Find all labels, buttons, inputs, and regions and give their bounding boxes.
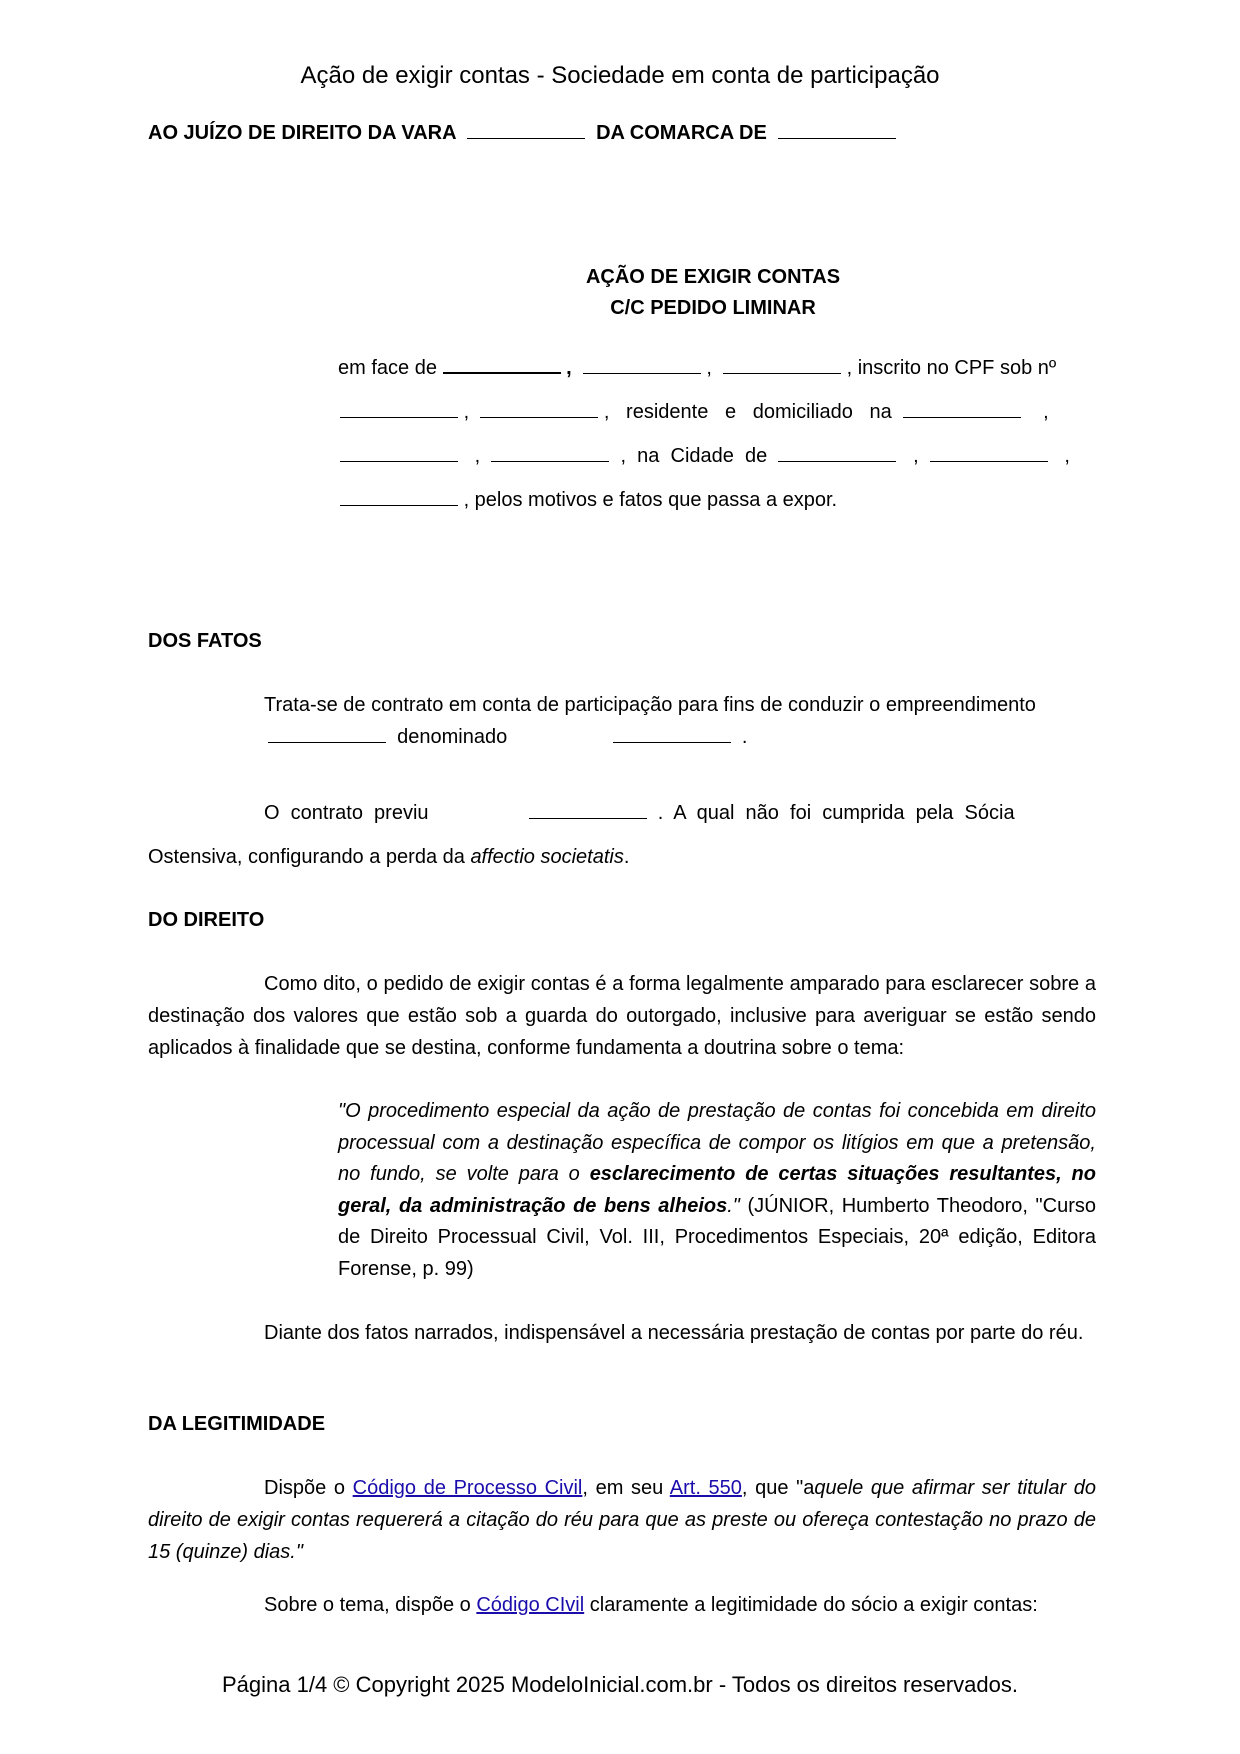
rg-blank <box>480 402 598 418</box>
document-title-line2: C/C PEDIDO LIMINAR <box>610 297 816 319</box>
fatos-paragraph-1-line-2 <box>268 726 747 749</box>
comma-separator: , <box>706 357 712 379</box>
inscrito-cpf-label: , inscrito no CPF sob nº <box>846 357 1057 379</box>
qualification-line-1 <box>338 357 1056 380</box>
qualification-line-4 <box>340 489 837 512</box>
comma-separator: , <box>1043 401 1049 423</box>
comma-separator: , <box>1064 445 1070 467</box>
quote-end: ." <box>727 1194 740 1217</box>
direito-paragraph-2-text: Diante dos fatos narrados, indispensável a necessária prestação de contas por parte do réu. <box>264 1322 1084 1344</box>
vara-blank <box>467 123 585 139</box>
legitimidade-paragraph-2 <box>148 1589 1096 1621</box>
zip-blank <box>340 490 458 506</box>
section-heading-fatos: DOS FATOS <box>148 630 262 652</box>
residente-label: , residente e domiciliado na <box>603 401 892 423</box>
document-title-line1: AÇÃO DE EXIGIR CONTAS <box>585 266 841 288</box>
art-550-link[interactable]: Art. 550 <box>669 1477 742 1499</box>
contract-terms-blank <box>529 803 647 819</box>
direito-paragraph-1 <box>148 968 1096 1064</box>
address-blank <box>903 402 1021 418</box>
legitimidade-paragraph-1 <box>148 1472 1096 1568</box>
comma-separator: , <box>463 401 470 423</box>
comma-separator: , <box>913 445 919 467</box>
art-550-quote: quele que afirmar ser titular do direito de exigir contas requererá a citação do réu para que as preste ou ofereça contestação no prazo de 15 (quinze) dias." <box>148 1477 1097 1563</box>
em-face-de-label: em face de <box>338 357 437 379</box>
document-title <box>560 262 866 324</box>
sobre-o-tema-text: Sobre o tema, dispõe o <box>264 1594 477 1616</box>
cpf-blank <box>340 402 458 418</box>
denominado-label: denominado <box>397 726 508 748</box>
quote-bold-text: esclarecimento de certas situações resultantes, no geral, da administração de bens alheios <box>338 1163 1096 1217</box>
comma-separator: , <box>474 445 481 467</box>
codigo-civil-link[interactable]: Código CIvil <box>476 1594 585 1616</box>
fatos-paragraph-2-line-1 <box>264 802 1096 825</box>
addressee-vara-label: AO JUÍZO DE DIREITO DA VARA <box>148 122 456 144</box>
quote-citation: (JÚNIOR, Humberto Theodoro, "Curso de Direito Processual Civil, Vol. III, Procedimentos Especiais, 20ª edição, Editora Forense, p. 99) <box>338 1194 1096 1280</box>
nao-cumprida-label: . A qual não foi cumprida pela Sócia <box>657 802 1015 824</box>
number-blank <box>340 446 458 462</box>
fatos-paragraph-2-line-2 <box>148 846 629 869</box>
page-footer: Página 1/4 © Copyright 2025 ModeloInicial.com.br - Todos os direitos reservados. <box>222 1672 1018 1697</box>
em-seu-text: , em seu <box>582 1477 670 1499</box>
city-blank <box>778 446 896 462</box>
fatos-paragraph-1-line-1: Trata-se de contrato em conta de participação para fins de conduzir o empreendimento <box>264 694 1036 716</box>
qualification-line-3 <box>340 445 1070 468</box>
contrato-previu-label: O contrato previu <box>264 802 429 824</box>
enterprise-name-blank <box>613 727 731 743</box>
state-blank <box>930 446 1048 462</box>
ostensiva-text: Ostensiva, configurando a perda da <box>148 846 471 868</box>
direito-paragraph-2 <box>148 1317 1096 1349</box>
affectio-societatis: affectio societatis <box>470 846 624 868</box>
qualification-line-2 <box>340 401 1049 424</box>
defendant-name-blank <box>443 357 561 374</box>
marital-status-blank <box>723 358 841 374</box>
legitimidade-socio-text: claramente a legitimidade do sócio a exigir contas: <box>584 1594 1038 1616</box>
addressee-line <box>148 122 896 145</box>
nationality-blank <box>583 358 701 374</box>
dispoe-text: Dispõe o <box>264 1477 353 1499</box>
bold-comma: , <box>566 357 572 379</box>
quote-italic-text: "O procedimento especial da ação de prestação de contas foi concebida em direito processual com a destinação específica de compor os litígios em que a pretensão, no fundo, se volte para o <box>338 1100 1096 1185</box>
na-cidade-label: , na Cidade de <box>620 445 768 467</box>
motivos-label: , pelos motivos e fatos que passa a expor. <box>463 489 838 511</box>
district-blank <box>491 446 609 462</box>
comarca-blank <box>778 123 896 139</box>
doctrine-quote <box>338 1096 1096 1285</box>
page-title: Ação de exigir contas - Sociedade em conta de participação <box>300 62 940 89</box>
enterprise-blank <box>268 727 386 743</box>
direito-paragraph-1-text: Como dito, o pedido de exigir contas é a forma legalmente amparado para esclarecer sobre a destinação dos valores que estão sob a guarda do outorgado, inclusive para averiguar se estão sendo aplicados à finalidade que se destina, conforme fundamenta a doutrina sobre o tema: <box>148 973 1096 1059</box>
section-heading-legitimidade: DA LEGITIMIDADE <box>148 1413 326 1435</box>
que-text: , que "a <box>741 1477 815 1499</box>
section-heading-direito: DO DIREITO <box>148 909 265 931</box>
addressee-comarca-label: DA COMARCA DE <box>596 122 767 144</box>
cpc-link[interactable]: Código de Processo Civil <box>352 1477 583 1499</box>
period: . <box>741 726 748 748</box>
period: . <box>623 846 630 868</box>
